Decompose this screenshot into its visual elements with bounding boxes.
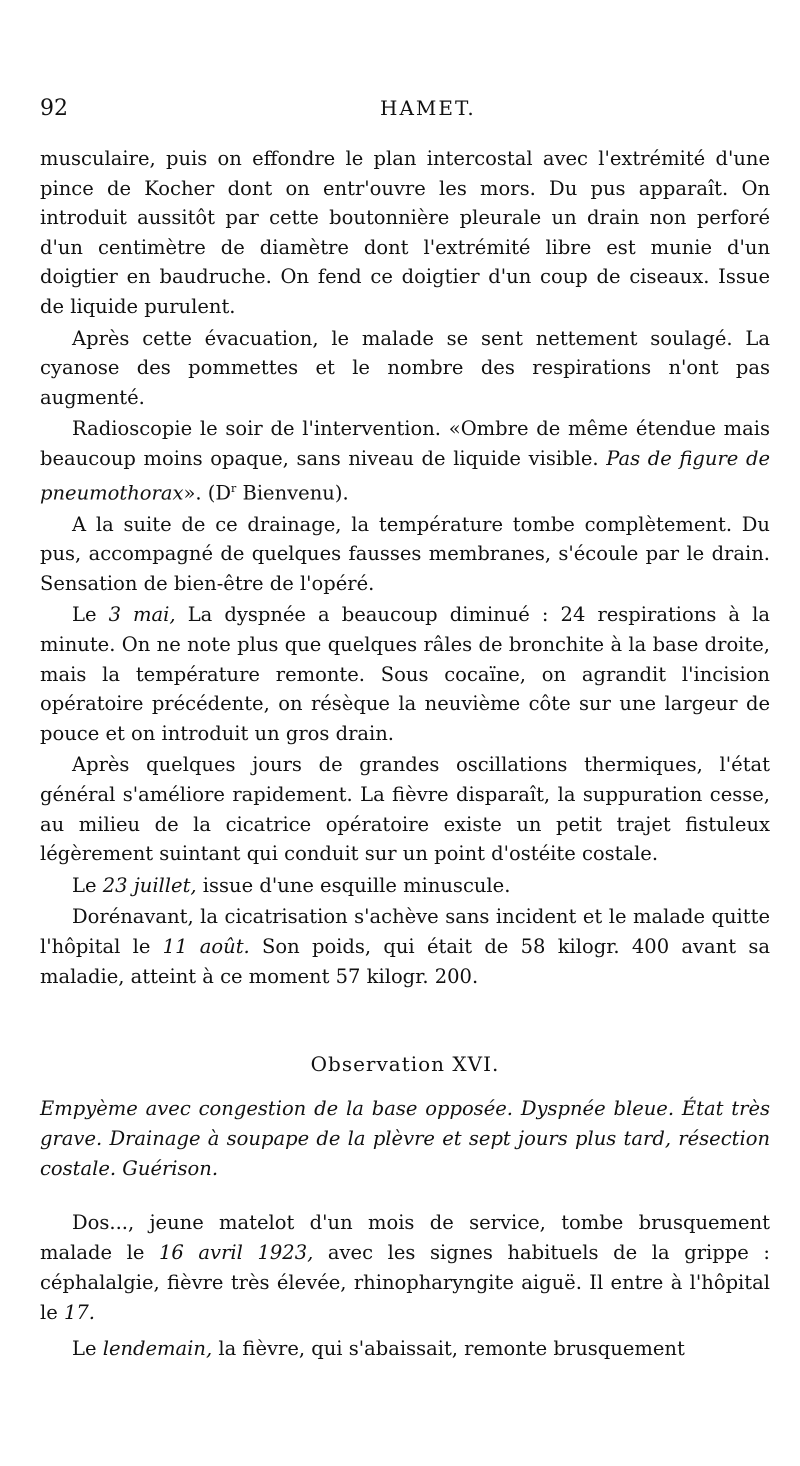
main-text bbox=[40, 144, 770, 993]
text-run: Bienvenu). bbox=[236, 481, 349, 505]
date-text: 3 mai, bbox=[108, 603, 176, 627]
paragraph bbox=[40, 1334, 770, 1364]
text-run: issue d'une esquille minuscule. bbox=[196, 873, 511, 897]
paragraph bbox=[40, 1208, 770, 1328]
observation-text bbox=[40, 1208, 770, 1370]
text-run: Le bbox=[72, 1337, 103, 1360]
date-text: 16 avril 1923, bbox=[159, 1241, 314, 1264]
date-text: 11 août. bbox=[162, 934, 250, 958]
paragraph: musculaire, puis on effondre le plan intercostal avec l'extrémité d'une pince de Kocher dont on entr'ouvre les mors. Du pus apparaît. On introduit aussitôt par cette boutonnière pleurale un drain non perforé d'un centimètre de diamètre dont l'extrémité libre est munie d'un doigtier en baudruche. On fend ce doigtier d'un coup de ciseaux. Issue de liquide purulent. bbox=[40, 147, 770, 318]
text-run: ». (D bbox=[183, 481, 232, 505]
paragraph bbox=[40, 600, 770, 748]
text-run: la fièvre, qui s'abaissait, remonte brusquement bbox=[212, 1337, 685, 1360]
paragraph: Après cette évacuation, le malade se sent nettement soulagé. La cyanose des pommettes et le nombre des respirations n'ont pas augmenté. bbox=[40, 326, 770, 409]
paragraph bbox=[40, 414, 770, 507]
superscript: r bbox=[231, 481, 237, 495]
date-text: 17. bbox=[63, 1301, 95, 1324]
text-run: Le bbox=[72, 873, 103, 897]
text-run: Dos..., jeune matelot d'un mois de service, tombe brusquement malade le bbox=[40, 1211, 770, 1264]
text-run: Radioscopie le soir de l'intervention. «Ombre de même étendue mais beaucoup moins opaque, sans niveau de liquide visible. bbox=[40, 417, 770, 470]
observation-title: Observation XVI. bbox=[310, 1052, 500, 1076]
paragraph bbox=[40, 902, 770, 991]
text-run: avec les signes habituels de la grippe : céphalalgie, fièvre très élevée, rhinopharyngite aiguë. Il entre à l'hôpital le bbox=[40, 1241, 770, 1324]
page-header bbox=[40, 96, 770, 132]
italic-text: Pas de figure de pneumothorax bbox=[40, 446, 770, 505]
text-run: La dyspnée a beaucoup diminué : 24 respirations à la minute. On ne note plus que quelques râles de bronchite à la base droite, mais la température remonte. Sous cocaïne, on agrandit l'incision opératoire précédente, on résèque la neuvième côte sur une largeur de pouce et on introduit un gros drain. bbox=[40, 603, 770, 745]
observation-summary: Empyème avec congestion de la base opposée. Dyspnée bleue. État très grave. Drainage à soupape de la plèvre et sept jours plus tard, résection costale. Guérison. bbox=[40, 1097, 770, 1180]
paragraph: Après quelques jours de grandes oscillations thermiques, l'état général s'améliore rapidement. La fièvre disparaît, la suppuration cesse, au milieu de la cicatrice opératoire existe un petit trajet fistuleux légèrement suintant qui conduit sur un point d'ostéite costale. bbox=[40, 753, 770, 866]
running-head: HAMET. bbox=[380, 96, 476, 120]
text-run: Dorénavant, la cicatrisation s'achève sans incident et le malade quitte l'hôpital le bbox=[40, 905, 770, 958]
page-number: 92 bbox=[40, 96, 68, 121]
paragraph bbox=[40, 871, 770, 901]
date-text: 23 juillet, bbox=[102, 873, 197, 897]
italic-text: lendemain, bbox=[102, 1337, 213, 1360]
text-run: Le bbox=[72, 603, 109, 627]
text-run: Son poids, qui était de 58 kilogr. 400 avant sa maladie, atteint à ce moment 57 kilogr. 200. bbox=[40, 934, 770, 988]
paragraph: A la suite de ce drainage, la température tombe complètement. Du pus, accompagné de quelques fausses membranes, s'écoule par le drain. Sensation de bien-être de l'opéré. bbox=[40, 512, 770, 595]
